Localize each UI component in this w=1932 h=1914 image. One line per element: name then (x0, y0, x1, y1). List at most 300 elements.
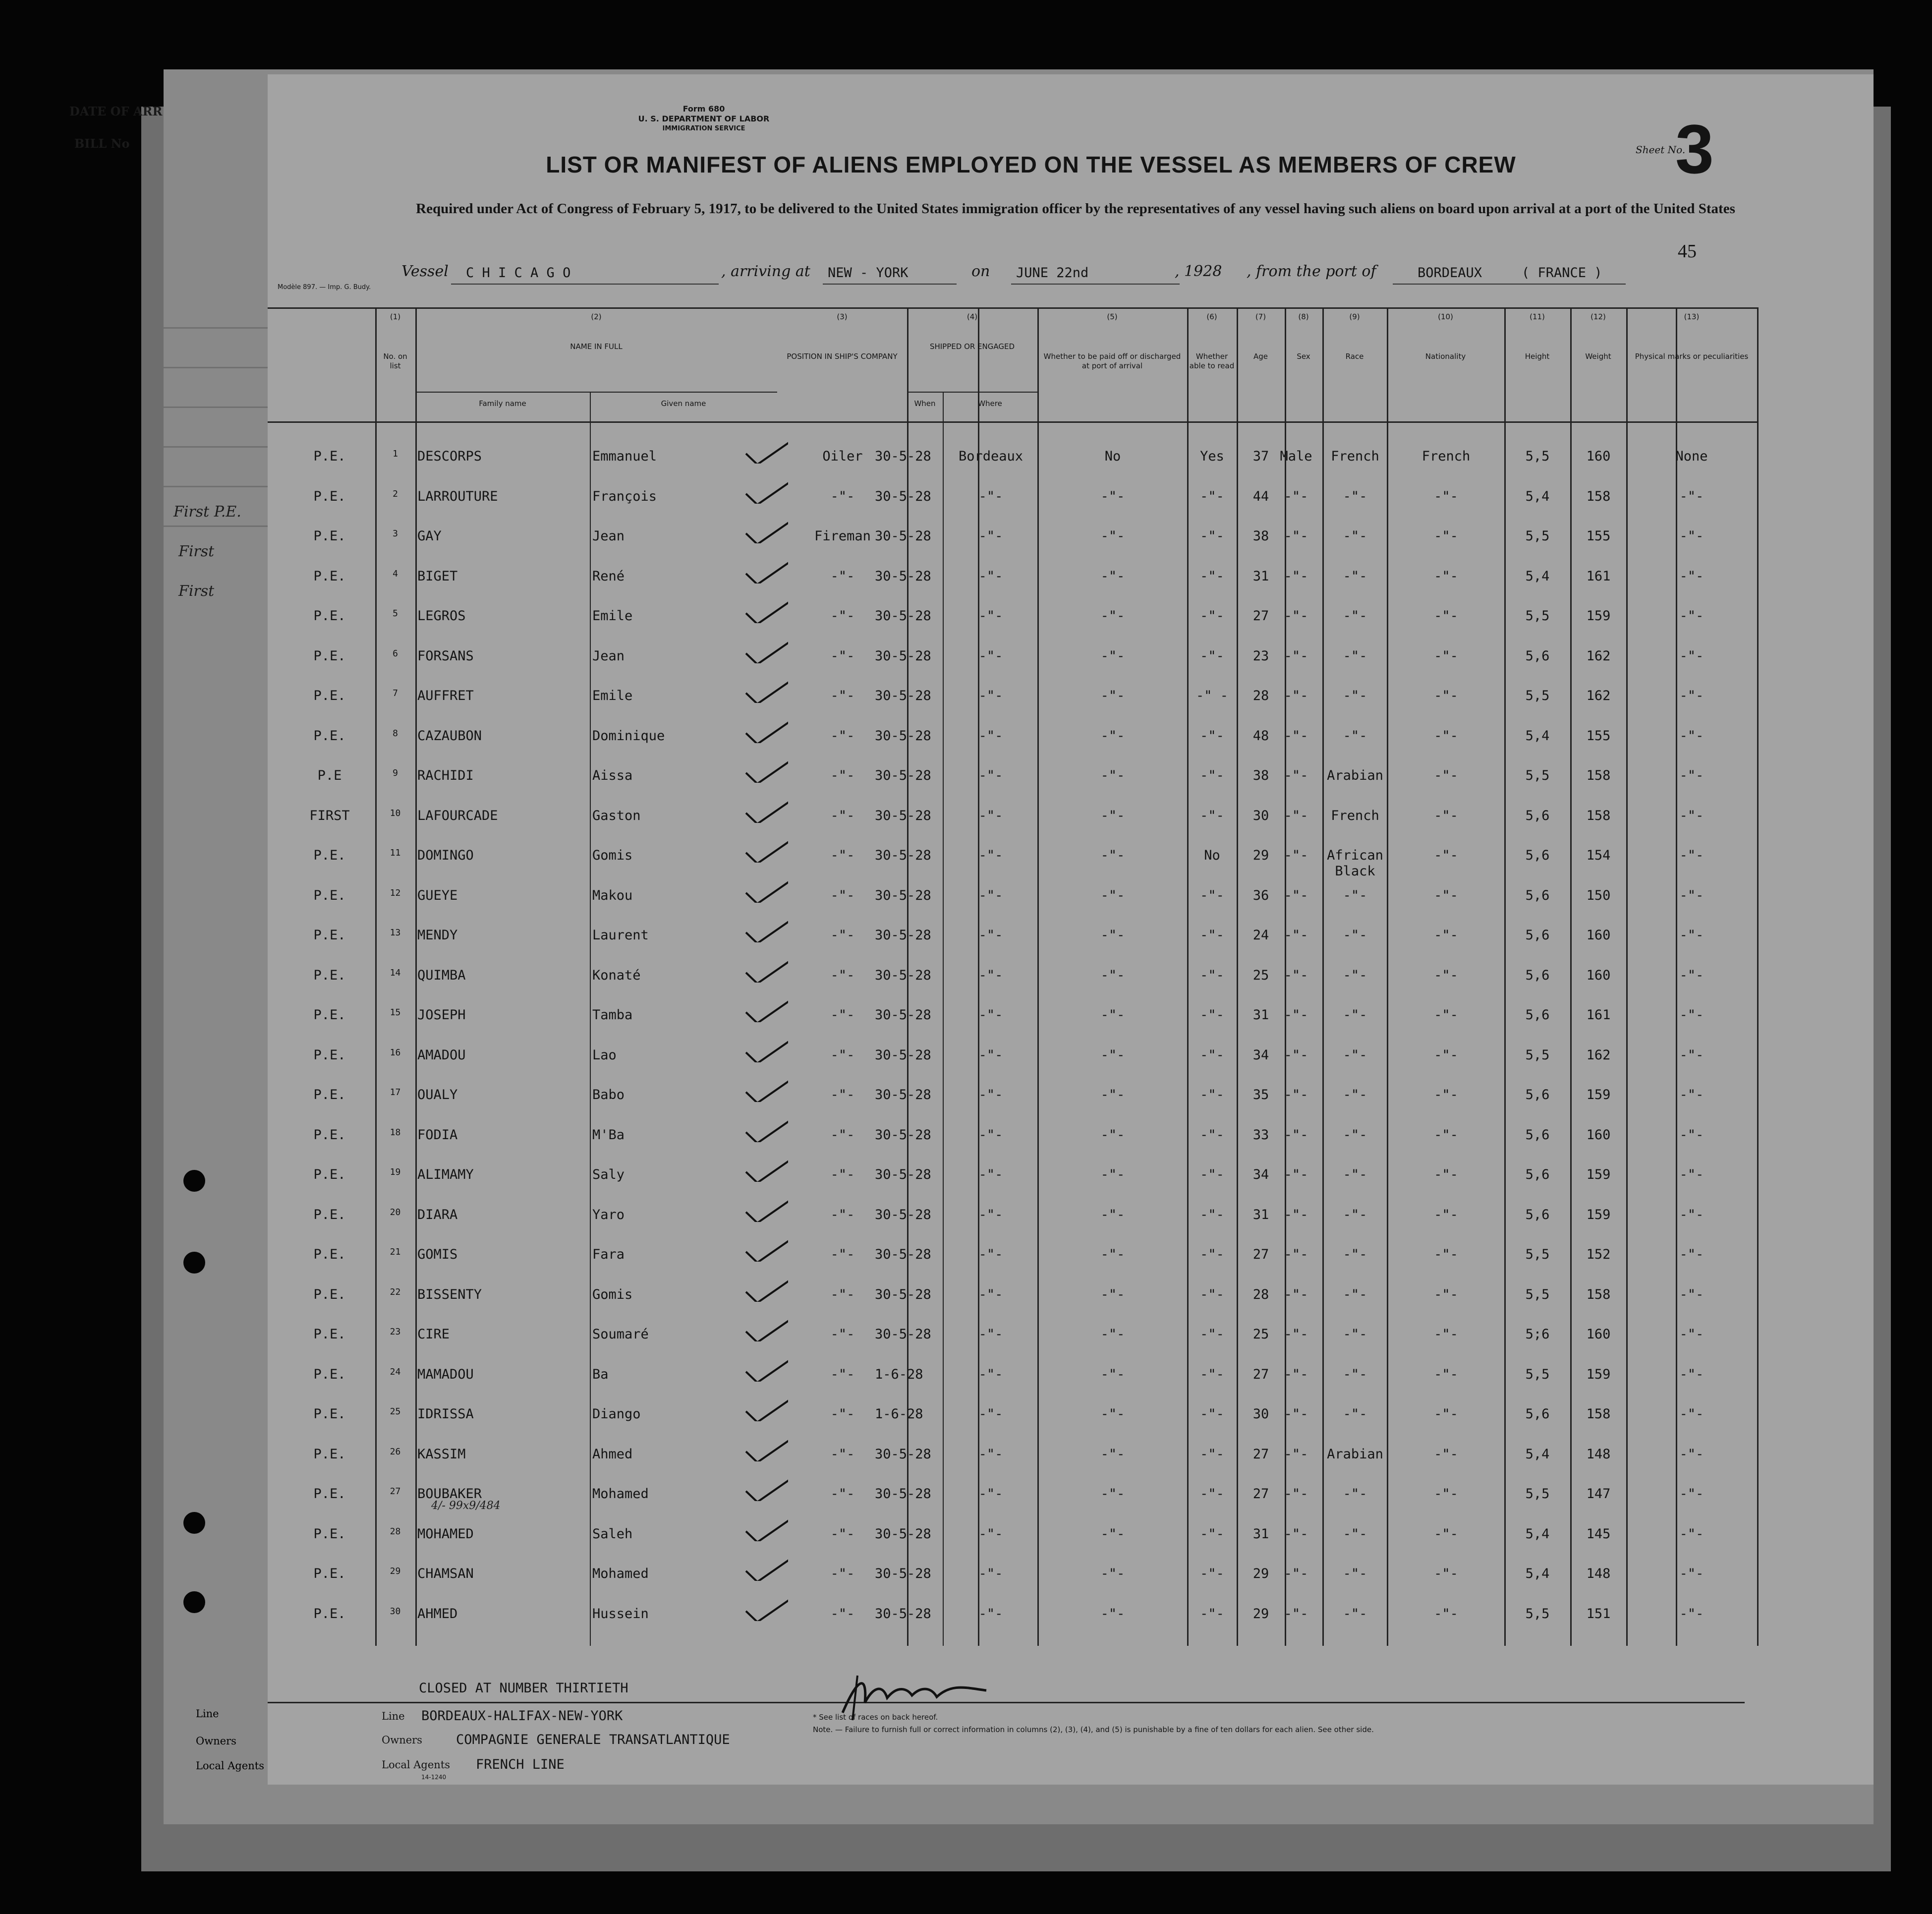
check-mark (743, 1152, 788, 1182)
cell-nat: -"- (1434, 728, 1458, 744)
cell-mark: P.E. (313, 887, 346, 903)
column-2-header: NAME IN FULL (570, 342, 623, 351)
cell-when: 30-5-28 (875, 848, 931, 863)
cell-where: -"- (978, 1606, 1003, 1622)
cell-weight: 160 (1586, 967, 1611, 983)
cell-race: -"- (1343, 1247, 1367, 1262)
cell-read: -"- (1200, 1286, 1224, 1302)
cell-marks: -"- (1679, 608, 1704, 624)
cell-position: Fireman (814, 528, 871, 544)
cell-family: BIGET (417, 568, 458, 584)
cell-sex: -"- (1284, 608, 1308, 624)
margin-note: First (178, 582, 215, 600)
cell-age: 29 (1252, 1566, 1269, 1581)
cell-where: -"- (978, 1127, 1003, 1143)
cell-sex: -"- (1284, 1327, 1308, 1342)
column-12-header: Weight (1585, 352, 1611, 361)
cell-paid: -"- (1100, 1446, 1125, 1462)
cell-weight: 151 (1586, 1606, 1611, 1622)
stub-agents-label: Local Agents (196, 1760, 265, 1772)
cell-age: 37 (1252, 449, 1269, 464)
from-port: BORDEAUX (1418, 265, 1482, 281)
required-notice: Required under Act of Congress of February 5, 1917, to be delivered to the United States immigration officer by the representatives of any vessel having such aliens on board upon arrival at a port of the United States (416, 201, 1735, 217)
cell-where: -"- (978, 728, 1003, 744)
cell-mark: P.E (317, 768, 342, 783)
cell-position: -"- (830, 848, 855, 863)
cell-sex: -"- (1284, 848, 1308, 863)
cell-family: BISSENTY (417, 1286, 482, 1302)
cell-nat: -"- (1434, 768, 1458, 783)
check-mark (743, 992, 788, 1022)
cell-no: 6 (393, 648, 398, 659)
cell-no: 23 (390, 1327, 401, 1337)
cell-height: 5,5 (1525, 1247, 1550, 1262)
cell-sex: -"- (1284, 1526, 1308, 1542)
cell-family: CIRE (417, 1327, 450, 1342)
check-mark (743, 554, 788, 583)
cell-marks: -"- (1679, 768, 1704, 783)
table-header-rule (268, 421, 1757, 423)
cell-paid: -"- (1100, 688, 1125, 703)
cell-where: -"- (978, 488, 1003, 504)
cell-given: Aissa (592, 768, 633, 783)
cell-weight: 162 (1586, 688, 1611, 703)
cell-marks: -"- (1679, 808, 1704, 823)
cell-no: 10 (390, 808, 401, 818)
cell-marks: -"- (1679, 1366, 1704, 1382)
cell-age: 34 (1252, 1167, 1269, 1182)
cell-nat: -"- (1434, 1007, 1458, 1023)
cell-no: 18 (390, 1127, 401, 1138)
cell-age: 28 (1252, 688, 1269, 703)
cell-family: IDRISSA (417, 1406, 474, 1422)
cell-mark: P.E. (313, 608, 346, 624)
cell-no: 30 (390, 1606, 401, 1617)
cell-sex: -"- (1284, 1406, 1308, 1422)
cell-read: -"- (1200, 1526, 1224, 1542)
check-mark (743, 1352, 788, 1382)
from-country: ( FRANCE ) (1522, 265, 1602, 281)
cell-nat: -"- (1434, 1327, 1458, 1342)
cell-position: -"- (830, 928, 855, 943)
cell-sex: -"- (1284, 488, 1308, 504)
column-rule (415, 307, 417, 1646)
cell-mark: P.E. (313, 1446, 346, 1462)
cell-family: MOHAMED (417, 1526, 474, 1542)
cell-race: -"- (1343, 648, 1367, 664)
check-mark (743, 793, 788, 823)
cell-given: Gaston (592, 808, 641, 823)
cell-read: -"- (1200, 648, 1224, 664)
cell-where: -"- (978, 1047, 1003, 1063)
cell-sex: -"- (1284, 928, 1308, 943)
cell-no: 8 (393, 728, 398, 739)
cell-nat: -"- (1434, 967, 1458, 983)
cell-height: 5,4 (1525, 1526, 1550, 1542)
manifest-page (268, 74, 1874, 1785)
cell-mark: P.E. (313, 1606, 346, 1622)
cell-mark: P.E. (313, 1127, 346, 1143)
cell-position: -"- (830, 688, 855, 703)
cell-weight: 162 (1586, 648, 1611, 664)
cell-sex: -"- (1284, 1247, 1308, 1262)
cell-no: 16 (390, 1047, 401, 1058)
cell-weight: 152 (1586, 1247, 1611, 1262)
cell-mark: P.E. (313, 1286, 346, 1302)
cell-age: 27 (1252, 608, 1269, 624)
cell-marks: -"- (1679, 1087, 1704, 1102)
cell-mark: P.E. (313, 1406, 346, 1422)
cell-paid: -"- (1100, 608, 1125, 624)
owners-label: Owners (382, 1734, 422, 1746)
cell-height: 5,6 (1525, 1007, 1550, 1023)
cell-nat: -"- (1434, 928, 1458, 943)
cell-where: -"- (978, 768, 1003, 783)
cell-height: 5,4 (1525, 1566, 1550, 1581)
cell-position: -"- (830, 1526, 855, 1542)
cell-sex: -"- (1284, 967, 1308, 983)
vessel-label: Vessel (401, 263, 449, 280)
cell-when: 30-5-28 (875, 1247, 931, 1262)
cell-paid: -"- (1100, 1486, 1125, 1502)
check-mark (743, 1033, 788, 1062)
column-6-header-number: (6) (1206, 312, 1217, 321)
cell-paid: -"- (1100, 928, 1125, 943)
cell-family: LEGROS (417, 608, 466, 624)
cell-weight: 158 (1586, 488, 1611, 504)
cell-when: 30-5-28 (875, 808, 931, 823)
cell-given: M'Ba (592, 1127, 625, 1143)
cell-sex: -"- (1284, 1486, 1308, 1502)
cell-when: 30-5-28 (875, 967, 931, 983)
cell-when: 30-5-28 (875, 1486, 931, 1502)
cell-read: -"- (1200, 1167, 1224, 1182)
cell-height: 5,6 (1525, 848, 1550, 863)
cell-age: 48 (1252, 728, 1269, 744)
cell-where: -"- (978, 1327, 1003, 1342)
cell-height: 5,6 (1525, 808, 1550, 823)
cell-race: -"- (1343, 1606, 1367, 1622)
cell-family: MAMADOU (417, 1366, 474, 1382)
cell-mark: P.E. (313, 449, 346, 464)
cell-height: 5,4 (1525, 728, 1550, 744)
cell-sex: -"- (1284, 1566, 1308, 1581)
cell-paid: -"- (1100, 1286, 1125, 1302)
cell-family: DOMINGO (417, 848, 474, 863)
cell-height: 5,5 (1525, 1486, 1550, 1502)
cell-mark: P.E. (313, 688, 346, 703)
cell-race: -"- (1343, 1127, 1367, 1143)
cell-marks: -"- (1679, 848, 1704, 863)
cell-given: Jean (592, 648, 625, 664)
cell-given: Makou (592, 887, 633, 903)
arrival-year: , 1928 (1175, 263, 1222, 280)
cell-family: GOMIS (417, 1247, 458, 1262)
cell-family: CHAMSAN (417, 1566, 474, 1581)
cell-sex: Male (1280, 449, 1312, 464)
cell-weight: 155 (1586, 528, 1611, 544)
cell-nat: -"- (1434, 1406, 1458, 1422)
cell-height: 5,6 (1525, 967, 1550, 983)
cell-family: KASSIM (417, 1446, 466, 1462)
cell-nat: -"- (1434, 1087, 1458, 1102)
cell-no: 25 (390, 1406, 401, 1417)
cell-weight: 148 (1586, 1446, 1611, 1462)
cell-age: 30 (1252, 808, 1269, 823)
cell-paid: -"- (1100, 488, 1125, 504)
binder-hole (47, 446, 69, 468)
cell-where: -"- (978, 608, 1003, 624)
cell-marks: -"- (1679, 1047, 1704, 1063)
cell-given: Emmanuel (592, 449, 657, 464)
cell-height: 5,5 (1525, 768, 1550, 783)
cell-race: -"- (1343, 1327, 1367, 1342)
cell-marks: -"- (1679, 1167, 1704, 1182)
subheader-rule (415, 392, 777, 393)
cell-position: -"- (830, 1606, 855, 1622)
cell-mark: P.E. (313, 1366, 346, 1382)
cell-given: Yaro (592, 1207, 625, 1222)
cell-weight: 147 (1586, 1486, 1611, 1502)
cell-weight: 150 (1586, 887, 1611, 903)
cell-race: -"- (1343, 887, 1367, 903)
cell-mark: P.E. (313, 648, 346, 664)
cell-sex: -"- (1284, 808, 1308, 823)
cell-position: -"- (830, 608, 855, 624)
owners-value: COMPAGNIE GENERALE TRANSATLANTIQUE (456, 1732, 730, 1747)
column-12-header-number: (12) (1591, 312, 1606, 321)
column-13-header-number: (13) (1684, 312, 1700, 321)
cell-race: -"- (1343, 1526, 1367, 1542)
cell-height: 5,6 (1525, 928, 1550, 943)
cell-family: LAFOURCADE (417, 808, 498, 823)
cell-when: 30-5-28 (875, 1606, 931, 1622)
cell-race: -"- (1343, 1047, 1367, 1063)
on-label: on (971, 263, 990, 280)
cell-nat: -"- (1434, 1286, 1458, 1302)
cell-age: 31 (1252, 568, 1269, 584)
cell-given: Lao (592, 1047, 617, 1063)
cell-nat: -"- (1434, 648, 1458, 664)
cell-when: 30-5-28 (875, 688, 931, 703)
check-mark (743, 913, 788, 942)
check-mark (743, 953, 788, 983)
check-mark (743, 434, 788, 464)
cell-read: No (1204, 848, 1220, 863)
cell-marks: -"- (1679, 1526, 1704, 1542)
cell-marks: -"- (1679, 1207, 1704, 1222)
subheader-rule (907, 392, 1037, 393)
cell-paid: -"- (1100, 568, 1125, 584)
cell-when: 30-5-28 (875, 887, 931, 903)
cell-marks: -"- (1679, 568, 1704, 584)
check-mark (743, 753, 788, 783)
cell-sex: -"- (1284, 887, 1308, 903)
cell-sex: -"- (1284, 688, 1308, 703)
cell-sex: -"- (1284, 1286, 1308, 1302)
cell-sex: -"- (1284, 1606, 1308, 1622)
cell-age: 27 (1252, 1366, 1269, 1382)
cell-weight: 148 (1586, 1566, 1611, 1581)
cell-age: 31 (1252, 1007, 1269, 1023)
cell-family: LARROUTURE (417, 488, 498, 504)
races-note: * See list of races on back hereof. (813, 1713, 938, 1722)
cell-position: Oiler (822, 449, 863, 464)
cell-weight: 160 (1586, 1127, 1611, 1143)
cell-age: 31 (1252, 1526, 1269, 1542)
cell-height: 5,5 (1525, 608, 1550, 624)
cell-race: African (1327, 848, 1383, 863)
cell-mark: P.E. (313, 528, 346, 544)
cell-nat: -"- (1434, 1486, 1458, 1502)
column-rule (590, 392, 591, 1646)
cell-height: 5,5 (1525, 1366, 1550, 1382)
check-mark (743, 1591, 788, 1621)
cell-sex: -"- (1284, 528, 1308, 544)
cell-race: -"- (1343, 1566, 1367, 1581)
cell-position: -"- (830, 1446, 855, 1462)
check-mark (743, 1272, 788, 1302)
cell-position: -"- (830, 1486, 855, 1502)
cell-mark: P.E. (313, 1047, 346, 1063)
cell-given: Laurent (592, 928, 649, 943)
cell-no: 9 (393, 768, 398, 778)
cell-mark: P.E. (313, 488, 346, 504)
cell-age: 44 (1252, 488, 1269, 504)
cell-height: 5,6 (1525, 887, 1550, 903)
cell-read: -"- (1200, 1486, 1224, 1502)
cell-marks: -"- (1679, 528, 1704, 544)
cell-weight: 159 (1586, 1207, 1611, 1222)
cell-when: 1-6-28 (875, 1366, 923, 1382)
cell-race: -"- (1343, 528, 1367, 544)
cell-family: DIARA (417, 1207, 458, 1222)
cell-age: 31 (1252, 1207, 1269, 1222)
cell-when: 30-5-28 (875, 1566, 931, 1581)
cell-paid: -"- (1100, 848, 1125, 863)
cell-paid: -"- (1100, 1207, 1125, 1222)
cell-when: 30-5-28 (875, 568, 931, 584)
cell-given: Fara (592, 1247, 625, 1262)
cell-read: -"- (1200, 728, 1224, 744)
cell-when: 30-5-28 (875, 1047, 931, 1063)
cell-weight: 154 (1586, 848, 1611, 863)
cell-given: René (592, 568, 625, 584)
cell-height: 5,6 (1525, 1087, 1550, 1102)
binder-hole (47, 270, 69, 292)
cell-when: 30-5-28 (875, 648, 931, 664)
cell-where: -"- (978, 528, 1003, 544)
cell-read: -"- (1200, 808, 1224, 823)
cell-position: -"- (830, 967, 855, 983)
cell-paid: -"- (1100, 728, 1125, 744)
cell-race: -"- (1343, 967, 1367, 983)
cell-marks: -"- (1679, 1327, 1704, 1342)
cell-given: Mohamed (592, 1566, 649, 1581)
cell-given: Mohamed (592, 1486, 649, 1502)
cell-weight: 145 (1586, 1526, 1611, 1542)
cell-marks: -"- (1679, 967, 1704, 983)
cell-nat: French (1421, 449, 1471, 464)
when-header: When (914, 399, 936, 408)
cell-no: 15 (390, 1007, 401, 1018)
check-mark (743, 593, 788, 623)
cell-given: Soumaré (592, 1327, 649, 1342)
binder-hole (47, 605, 69, 627)
cell-where: -"- (978, 1526, 1003, 1542)
form-number: Form 680 (682, 104, 725, 114)
cell-no: 20 (390, 1207, 401, 1218)
cell-no: 24 (390, 1366, 401, 1377)
cell-age: 30 (1252, 1406, 1269, 1422)
cell-family: JOSEPH (417, 1007, 466, 1023)
cell-sex: -"- (1284, 648, 1308, 664)
cell-weight: 160 (1586, 449, 1611, 464)
cell-when: 30-5-28 (875, 1526, 931, 1542)
cell-given: François (592, 488, 657, 504)
cell-when: 30-5-28 (875, 1007, 931, 1023)
cell-paid: -"- (1100, 1087, 1125, 1102)
cell-given: Babo (592, 1087, 625, 1102)
line-label: Line (382, 1710, 405, 1722)
cell-where: -"- (978, 1366, 1003, 1382)
cell-mark: P.E. (313, 1526, 346, 1542)
check-mark (743, 713, 788, 743)
cell-mark: P.E. (313, 1486, 346, 1502)
cell-where: -"- (978, 1007, 1003, 1023)
sheet-label: Sheet No. (1636, 144, 1686, 156)
cell-paid: -"- (1100, 1047, 1125, 1063)
cell-read: Yes (1200, 449, 1224, 464)
cell-when: 30-5-28 (875, 1087, 931, 1102)
where-header: Where (978, 399, 1002, 408)
cell-marks: -"- (1679, 1007, 1704, 1023)
cell-height: 5,5 (1525, 1047, 1550, 1063)
cell-age: 36 (1252, 887, 1269, 903)
column-11-header: Height (1525, 352, 1550, 361)
cell-where: -"- (978, 1087, 1003, 1102)
cell-where: -"- (978, 648, 1003, 664)
cell-mark: P.E. (313, 1247, 346, 1262)
check-mark (743, 1232, 788, 1262)
cell-read: -"- (1200, 1606, 1224, 1622)
column-4-header: SHIPPED OR ENGAGED (929, 342, 1015, 351)
column-1-header-number: (1) (390, 312, 401, 321)
vessel-name: C H I C A G O (466, 265, 571, 281)
cell-nat: -"- (1434, 528, 1458, 544)
dept-name: U. S. DEPARTMENT OF LABOR (638, 114, 770, 123)
cell-no: 21 (390, 1247, 401, 1257)
column-11-header-number: (11) (1530, 312, 1545, 321)
cell-weight: 158 (1586, 768, 1611, 783)
cell-read: -"- (1200, 1127, 1224, 1143)
cell-race: -"- (1343, 1207, 1367, 1222)
column-rule (1757, 307, 1759, 1646)
cell-given: Emile (592, 608, 633, 624)
cell-paid: -"- (1100, 1366, 1125, 1382)
check-mark (743, 673, 788, 703)
cell-paid: -"- (1100, 1606, 1125, 1622)
cell-height: 5,6 (1525, 1127, 1550, 1143)
cell-no: 28 (390, 1526, 401, 1537)
cell-race: French (1331, 808, 1379, 823)
cell-when: 30-5-28 (875, 1327, 931, 1342)
check-mark (743, 1192, 788, 1222)
cell-sex: -"- (1284, 1207, 1308, 1222)
cell-race: -"- (1343, 1406, 1367, 1422)
cell-age: 33 (1252, 1127, 1269, 1143)
cell-nat: -"- (1434, 1606, 1458, 1622)
